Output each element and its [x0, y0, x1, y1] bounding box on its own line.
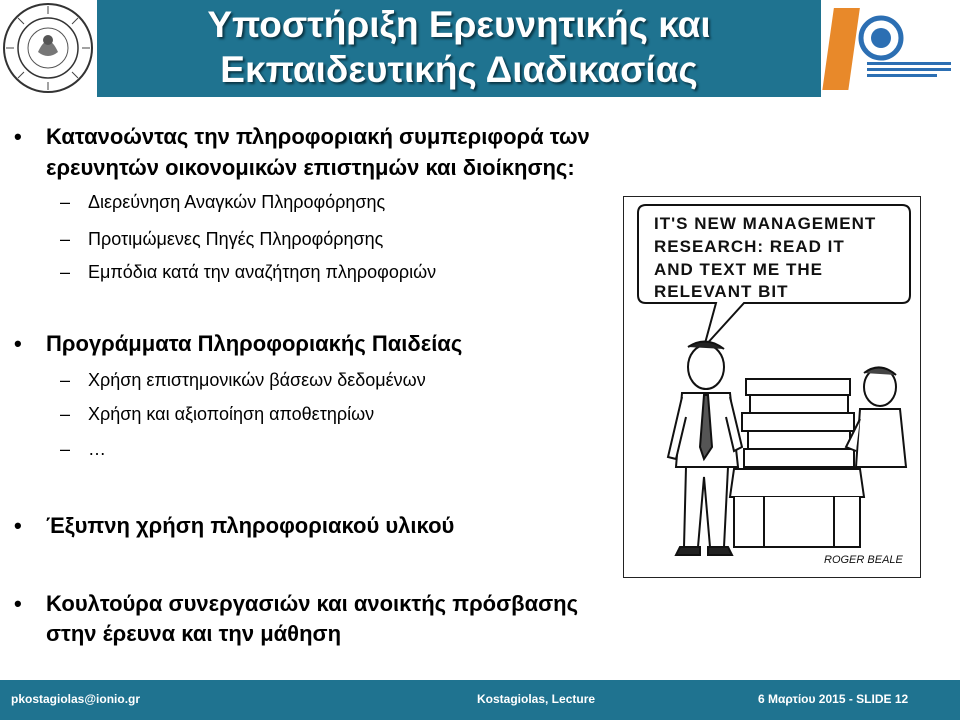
- bullet-dot: •: [14, 331, 22, 356]
- bullet-2-line-1: Προγράμματα Πληροφοριακής Παιδείας: [46, 331, 463, 356]
- sub-bullet-text: Διερεύνηση Αναγκών Πληροφόρησης: [88, 192, 386, 212]
- bullet-dot: •: [14, 591, 22, 616]
- footer-email: pkostagiolas@ionio.gr: [11, 692, 141, 706]
- footer-center: Kostagiolas, Lecture: [477, 692, 596, 706]
- ionian-university-logo: [0, 0, 97, 97]
- sub-bullet-text: Χρήση επιστημονικών βάσεων δεδομένων: [88, 370, 426, 390]
- bullet-4-line-1: Κουλτούρα συνεργασιών και ανοικτής πρόσβασης: [46, 591, 579, 616]
- library-network-icon: [821, 0, 960, 97]
- bullet-dot: •: [14, 124, 22, 149]
- slide-title: [97, 2, 821, 92]
- title-line-2: Εκπαιδευτικής Διαδικασίας: [220, 49, 698, 90]
- cartoon-illustration: [624, 197, 920, 577]
- cartoon-image: [623, 196, 921, 578]
- title-line-1: Υποστήριξη Ερευνητικής και: [207, 4, 711, 45]
- speech-line-4: RELEVANT BIT: [654, 282, 789, 301]
- bullet-4-line-2: στην έρευνα και την μάθηση: [46, 621, 342, 646]
- speech-line-1: IT'S NEW MANAGEMENT: [654, 214, 877, 233]
- university-seal-icon: [0, 0, 97, 97]
- cartoon-signature: ROGER BEALE: [824, 554, 903, 566]
- footer-bar: [0, 680, 960, 720]
- sub-bullet-text: Χρήση και αξιοποίηση αποθετηρίων: [88, 404, 375, 424]
- bullet-1-line-1: Κατανοώντας την πληροφοριακή συμπεριφορά των: [46, 124, 590, 149]
- footer-slide-number: 6 Μαρτίου 2015 - SLIDE 12: [758, 692, 909, 706]
- bullet-3-line-1: Έξυπνη χρήση πληροφοριακού υλικού: [46, 513, 455, 538]
- sub-bullet-text: Προτιμώμενες Πηγές Πληροφόρησης: [88, 229, 384, 249]
- desk-with-books: [730, 379, 864, 547]
- sub-bullet-text: …: [88, 439, 106, 459]
- heal-link-logo: [821, 0, 960, 97]
- bullet-dot: •: [14, 513, 22, 538]
- sub-bullet-text: Εμπόδια κατά την αναζήτηση πληροφοριών: [88, 262, 437, 282]
- speech-line-3: AND TEXT ME THE: [654, 260, 823, 279]
- standing-man: [668, 341, 742, 555]
- speech-line-2: RESEARCH: READ IT: [654, 237, 845, 256]
- bullet-1-line-2: ερευνητών οικονομικών επιστημών και διοίκησης:: [46, 155, 575, 180]
